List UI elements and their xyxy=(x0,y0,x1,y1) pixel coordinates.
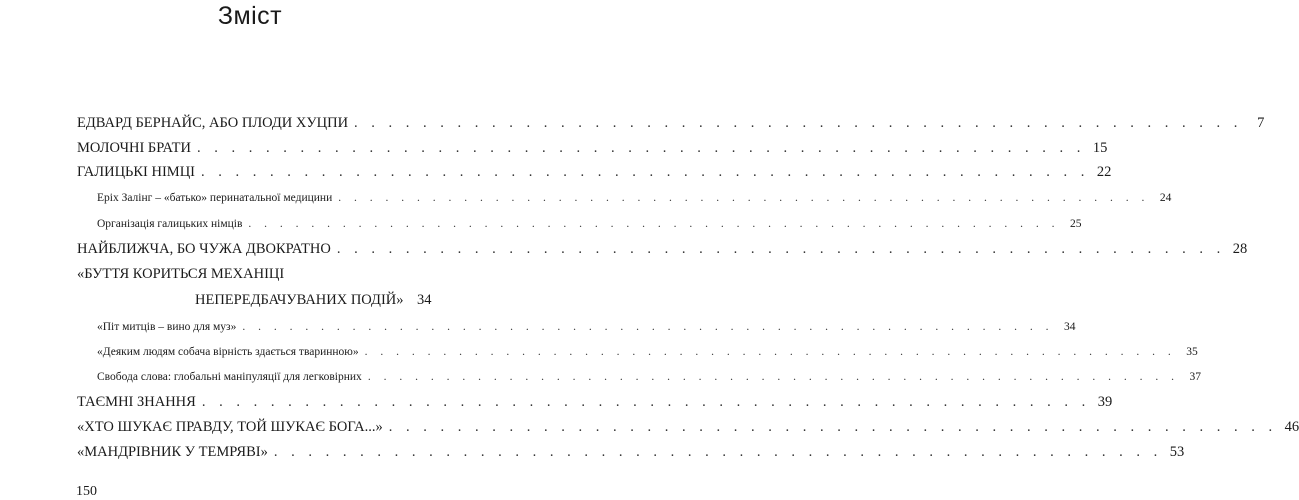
toc-entry xyxy=(77,394,1113,411)
toc-entry xyxy=(77,444,1185,461)
toc-entry xyxy=(77,140,1108,157)
toc-entry-page: 24 xyxy=(1159,192,1172,204)
page-title: Зміст xyxy=(217,2,283,30)
toc-entry xyxy=(77,164,1112,181)
toc-entry xyxy=(77,419,1299,436)
toc-dot-leader xyxy=(242,321,1053,333)
toc-entry-label: НАЙБЛИЖЧА, БО ЧУЖА ДВОКРАТНО xyxy=(77,241,331,257)
toc-entry-page: 15 xyxy=(1092,140,1108,156)
toc-entry-label: «МАНДРІВНИК У ТЕМРЯВІ» xyxy=(77,444,268,460)
toc-entry-first-line xyxy=(77,266,284,283)
toc-entry-label: «Деяким людям собача вірність здається тваринною» xyxy=(97,346,359,358)
toc-subentry xyxy=(97,321,1076,333)
toc-dot-leader xyxy=(197,140,1085,157)
toc-entry-page: 37 xyxy=(1189,371,1201,383)
toc-entry-page: 34 xyxy=(1063,321,1076,333)
toc-entry-label-continued: НЕПЕРЕДБАЧУВАНИХ ПОДІЙ» xyxy=(195,292,404,308)
toc-entry-label: МОЛОЧНІ БРАТИ xyxy=(77,140,191,156)
toc-dot-leader xyxy=(274,444,1162,461)
toc-entry-label: Організація галицьких німців xyxy=(97,218,243,230)
toc-dot-leader xyxy=(389,419,1277,436)
toc-entry-page: 22 xyxy=(1096,164,1112,180)
toc-entry xyxy=(77,241,1248,258)
toc-entry-page: 46 xyxy=(1284,419,1299,435)
toc-dot-leader xyxy=(354,115,1242,132)
toc-subentry xyxy=(97,346,1198,358)
toc-subentry xyxy=(97,371,1201,383)
toc-entry-page: 35 xyxy=(1186,346,1198,358)
toc-entry-label: «Піт митців – вино для муз» xyxy=(97,321,237,333)
toc-subentry xyxy=(97,192,1172,204)
toc-entry-label: Свобода слова: глобальні маніпуляції для легковірних xyxy=(97,371,362,383)
toc-entry-page: 53 xyxy=(1169,444,1185,460)
toc-entry-label: ТАЄМНІ ЗНАННЯ xyxy=(77,394,196,410)
toc-entry-label: ГАЛИЦЬКІ НІМЦІ xyxy=(77,164,195,180)
toc-entry-page: 39 xyxy=(1097,394,1113,410)
toc-entry-page: 25 xyxy=(1070,218,1082,230)
toc-entry-page: 28 xyxy=(1232,241,1248,257)
toc-dot-leader xyxy=(337,241,1225,258)
toc-dot-leader xyxy=(202,394,1090,411)
toc-entry-label: ЕДВАРД БЕРНАЙС, АБО ПЛОДИ ХУЦПИ xyxy=(77,115,349,131)
toc-entry-page: 34 xyxy=(417,292,432,308)
toc-dot-leader xyxy=(368,371,1179,383)
toc-entry-label: «БУТТЯ КОРИТЬСЯ МЕХАНІЦІ xyxy=(77,266,285,282)
toc-dot-leader xyxy=(201,164,1089,181)
toc-entry xyxy=(77,115,1265,132)
toc-entry xyxy=(195,292,432,309)
toc-dot-leader xyxy=(248,218,1059,230)
toc-entry-label: «ХТО ШУКАЄ ПРАВДУ, ТОЙ ШУКАЄ БОГА...» xyxy=(77,419,383,435)
toc-subentry xyxy=(97,218,1082,230)
page-number: 150 xyxy=(76,484,97,499)
toc-entry-label: Еріх Залінг – «батько» перинатальної медицини xyxy=(97,192,333,204)
toc-entry-page: 7 xyxy=(1257,115,1265,131)
toc-dot-leader xyxy=(338,192,1149,204)
toc-dot-leader xyxy=(365,346,1176,358)
